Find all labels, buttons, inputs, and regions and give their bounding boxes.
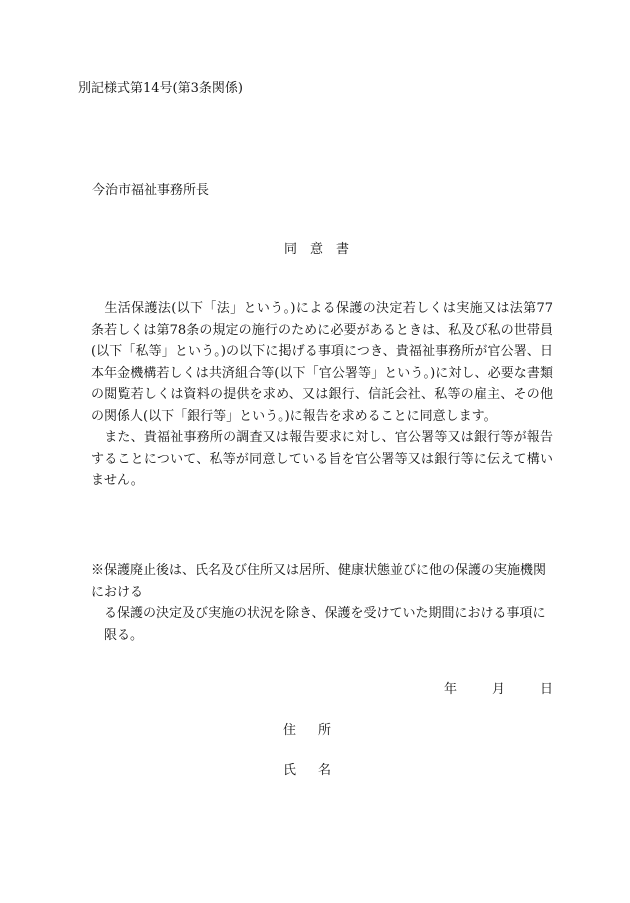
document-title [284, 243, 349, 256]
title-char-1: 同 [284, 242, 298, 257]
date-day-label: 日 [540, 682, 554, 697]
address-label [283, 724, 331, 737]
body-paragraph-2-text: また、貴福祉事務所の調査又は報告要求に対し、官公署等又は銀行等が報告することについて、私等が同意している旨を官公署等又は銀行等に伝えて構いません。 [91, 430, 553, 488]
name-label-char-1: 氏 [283, 763, 297, 778]
form-number: 別記様式第14号(第3条関係) [78, 81, 243, 96]
title-char-3: 書 [336, 242, 350, 257]
name-label [283, 764, 331, 777]
note-line-1: ※保護廃止後は、氏名及び住所又は居所、健康状態並びに他の保護の実施機関における [91, 563, 547, 600]
body-paragraph-2 [91, 427, 553, 492]
addressee: 今治市福祉事務所長 [92, 183, 210, 198]
title-char-2: 意 [310, 242, 324, 257]
date-month-label: 月 [492, 682, 506, 697]
address-label-char-2: 所 [318, 723, 332, 738]
name-label-char-2: 名 [318, 763, 332, 778]
note [91, 560, 553, 646]
date-row [444, 683, 553, 696]
consent-body [91, 298, 553, 492]
body-paragraph-1 [91, 298, 553, 427]
body-paragraph-1-text: 生活保護法(以下「法」という。)による保護の決定若しくは実施又は法第77条若しくは第78条の規定の施行のために必要があるときは、私及び私の世帯員(以下「私等」という。)の以下に掲げる事項につき、貴福祉事務所が官公署、日本年金機構若しくは共済組合等(以下「官公署等」という。)に対し、必要な書類の閲覧若しくは資料の提供を求め、又は銀行、信託会社、私等の雇主、その他の関係人(以下「銀行等」という。)に報告を求めることに同意します。 [91, 301, 553, 424]
address-label-char-1: 住 [283, 723, 297, 738]
date-year-label: 年 [444, 682, 458, 697]
note-line-2: る保護の決定及び実施の状況を除き、保護を受けていた期間における事項に限る。 [104, 606, 546, 643]
